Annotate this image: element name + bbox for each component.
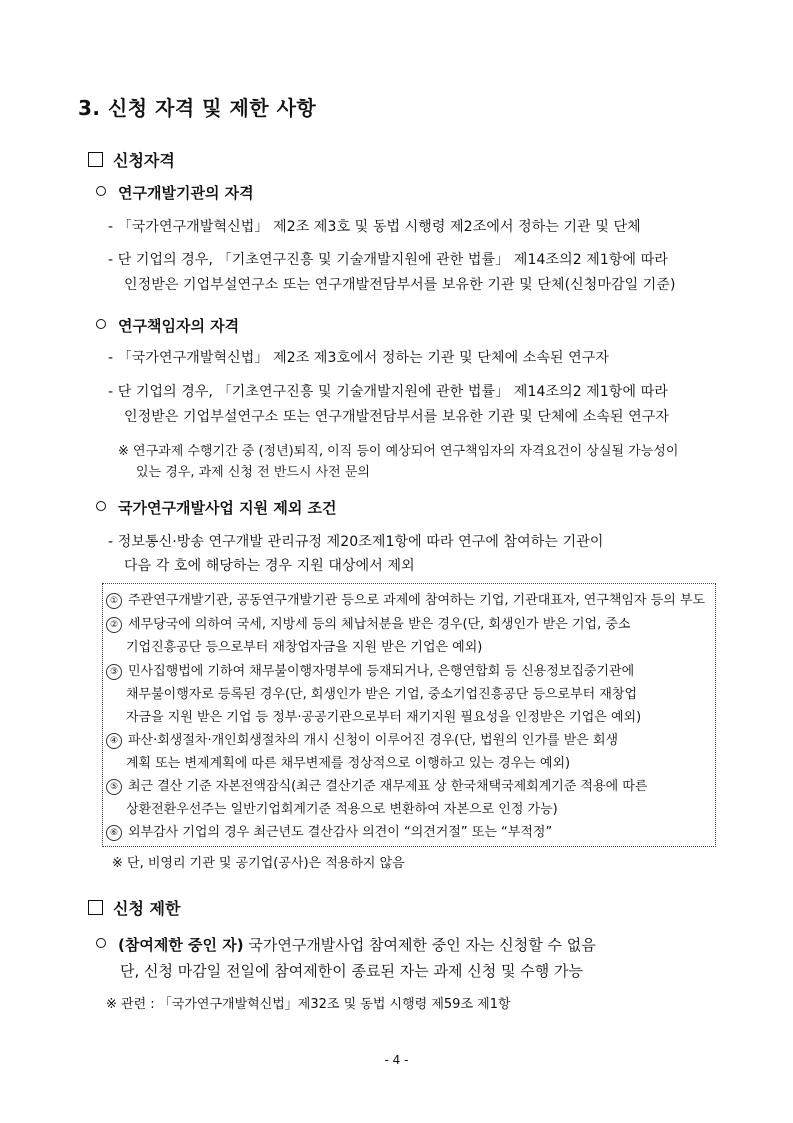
item-number: ③ xyxy=(106,664,122,680)
item-number: ⑤ xyxy=(106,779,122,795)
checkbox-icon xyxy=(88,152,103,167)
exclusion-footnote: ※ 단, 비영리 기관 및 공기업(공사)은 적용하지 않음 xyxy=(112,856,405,871)
circle-bullet-icon xyxy=(96,938,106,948)
section-restriction-heading: 신청 제한 xyxy=(113,899,181,918)
section-eligibility-heading: 신청자격 xyxy=(113,151,175,170)
exclusion-item xyxy=(106,775,647,795)
exclusion-item xyxy=(106,729,618,749)
exclusion-item-cont: 채무불이행자로 등록된 경우(단, 회생인가 받은 기업, 중소기업진흥공단 등으로부터 재창업 xyxy=(126,687,638,702)
restriction-text: 국가연구개발사업 참여제한 중인 자는 신청할 수 없음 xyxy=(243,936,596,954)
item-text: 파산·회생절차·개인회생절차의 개시 신청이 이루어진 경우(단, 법원의 인가를 받은 회생 xyxy=(128,733,619,748)
subsection-institution xyxy=(96,182,254,203)
exclusion-line: 다음 각 호에 해당하는 경우 지원 대상에서 제외 xyxy=(124,558,415,574)
exclusion-item-cont: 계획 또는 변제계획에 따른 채무변제를 정상적으로 이행하고 있는 경우는 예외) xyxy=(126,756,571,771)
restriction-line-2: 단, 신청 마감일 전일에 참여제한이 종료된 자는 과제 신청 및 수행 가능 xyxy=(120,962,583,980)
subsection-exclusion-heading: 국가연구개발사업 지원 제외 조건 xyxy=(118,499,337,517)
circle-bullet-icon xyxy=(96,501,106,511)
exclusion-line: - 정보통신·방송 연구개발 관리규정 제20조제1항에 따라 연구에 참여하는 기관이 xyxy=(108,534,604,550)
exclusion-item xyxy=(106,613,630,633)
restriction-lead: (참여제한 중인 자) xyxy=(118,936,244,954)
item-text: 세무당국에 의하여 국세, 지방세 등의 체납처분을 받은 경우(단, 회생인가 받은 기업, 중소 xyxy=(128,617,631,632)
researcher-line: - 단 기업의 경우, 「기초연구진흥 및 기술개발지원에 관한 법률」 제14조의2 제1항에 따라 xyxy=(108,384,668,400)
circle-bullet-icon xyxy=(96,319,106,329)
section-eligibility xyxy=(88,148,175,171)
restriction-line xyxy=(96,934,596,955)
exclusion-item xyxy=(106,821,552,841)
institution-line: - 「국가연구개발혁신법」 제2조 제3호 및 동법 시행령 제2조에서 정하는 기관 및 단체 xyxy=(108,219,641,235)
subsection-exclusion xyxy=(96,497,337,518)
exclusion-item-cont: 상환전환우선주는 일반기업회계기준 적용으로 변환하여 자본으로 인정 가능) xyxy=(126,802,558,817)
subsection-researcher-heading: 연구책임자의 자격 xyxy=(118,317,240,335)
restriction-note: ※ 관련 : 「국가연구개발혁신법」제32조 및 동법 시행령 제59조 제1항 xyxy=(106,997,511,1012)
item-number: ④ xyxy=(106,733,122,749)
researcher-line: - 「국가연구개발혁신법」 제2조 제3호에서 정하는 기관 및 단체에 소속된 연구자 xyxy=(108,350,610,366)
item-text: 최근 결산 기준 자본전액잠식(최근 결산기준 재무제표 상 한국채택국제회계기준 적용에 따른 xyxy=(128,779,648,794)
researcher-note: ※ 연구과제 수행기간 중 (정년)퇴직, 이직 등이 예상되어 연구책임자의 자격요건이 상실될 가능성이 xyxy=(118,444,679,459)
page-number: - 4 - xyxy=(384,1053,409,1067)
exclusion-item xyxy=(106,589,705,609)
section-restriction xyxy=(88,896,180,919)
researcher-note: 있는 경우, 과제 신청 전 반드시 사전 문의 xyxy=(136,465,370,480)
item-number: ① xyxy=(106,593,122,609)
item-number: ⑥ xyxy=(106,825,122,841)
item-text: 민사집행법에 기하여 채무불이행자명부에 등재되거나, 은행연합회 등 신용정보집중기관에 xyxy=(128,664,635,679)
page-title: 3. 신청 자격 및 제한 사항 xyxy=(78,96,317,120)
institution-line: - 단 기업의 경우, 「기초연구진흥 및 기술개발지원에 관한 법률」 제14조의2 제1항에 따라 xyxy=(108,252,668,268)
researcher-line: 인정받은 기업부설연구소 또는 연구개발전담부서를 보유한 기관 및 단체에 소속된 연구자 xyxy=(124,409,670,425)
exclusion-item-cont: 자금을 지원 받은 기업 등 정부·공공기관으로부터 재기지원 필요성을 인정받은 기업은 예외) xyxy=(126,710,642,725)
item-text: 외부감사 기업의 경우 최근년도 결산감사 의견이 “의견거절” 또는 “부적정” xyxy=(128,825,553,840)
subsection-researcher xyxy=(96,315,239,336)
circle-bullet-icon xyxy=(96,186,106,196)
item-text: 주관연구개발기관, 공동연구개발기관 등으로 과제에 참여하는 기업, 기관대표자, 연구책임자 등의 부도 xyxy=(128,593,706,608)
exclusion-item-cont: 기업진흥공단 등으로부터 재창업자금을 지원 받은 기업은 예외) xyxy=(126,640,483,655)
item-number: ② xyxy=(106,617,122,633)
institution-line: 인정받은 기업부설연구소 또는 연구개발전담부서를 보유한 기관 및 단체(신청마감일 기준) xyxy=(124,277,676,293)
subsection-institution-heading: 연구개발기관의 자격 xyxy=(118,184,254,202)
exclusion-item xyxy=(106,660,634,680)
checkbox-icon xyxy=(88,900,103,915)
